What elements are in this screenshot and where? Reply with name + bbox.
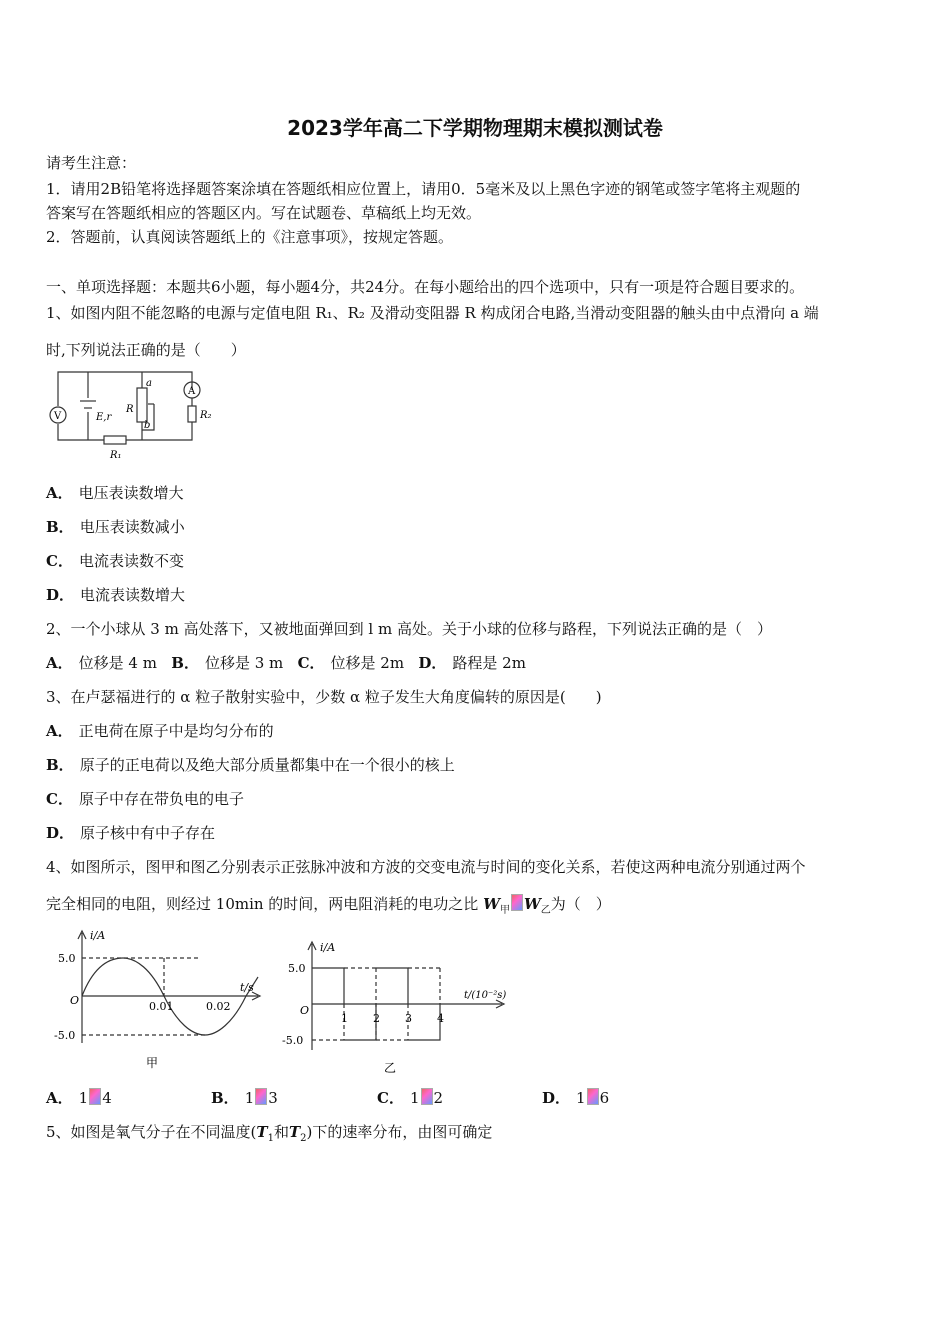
notice-heading: 请考生注意：: [46, 154, 137, 172]
broken-glyph-icon: [421, 1088, 433, 1105]
q1-option-c: [46, 551, 184, 571]
option-letter: C．: [297, 654, 325, 672]
broken-glyph-icon: [587, 1088, 599, 1105]
option-text: 路程是 2m: [452, 654, 526, 672]
q3-option-c: [46, 789, 244, 809]
q3-option-b: [46, 755, 455, 775]
option-text: 电压表读数减小: [79, 518, 185, 536]
yi-xtick-4: 4: [437, 1012, 444, 1025]
q2-options: [46, 653, 526, 673]
q4-option-d: [542, 1088, 609, 1108]
jia-ytick-top: 5.0: [58, 952, 76, 965]
q1-fig-voltmeter-label: V: [54, 411, 62, 422]
w-jia-symbol: W: [483, 895, 500, 913]
option-text: 电流表读数增大: [80, 586, 186, 604]
q4-option-a: [46, 1088, 112, 1108]
yi-origin: O: [300, 1004, 310, 1017]
yi-ylabel: i/A: [320, 941, 336, 954]
q4-figure-yi: [280, 938, 520, 1078]
option-letter: B．: [46, 518, 74, 536]
option-text: 位移是 4 m: [78, 654, 157, 672]
option-letter: B．: [171, 654, 199, 672]
yi-xtick-2: 2: [373, 1012, 380, 1025]
option-letter: A．: [46, 654, 73, 672]
option-text: 原子中存在带负电的电子: [78, 790, 244, 808]
jia-xtick-2: 0.02: [206, 1000, 231, 1013]
notice-item-1a: 1．请用2B铅笔将选择题答案涂填在答题纸相应位置上，请用0．5毫米及以上黑色字迹的钢笔或签字笔将主观题的: [46, 180, 801, 198]
w-jia-subscript: 甲: [499, 905, 510, 916]
option-text: 原子核中有中子存在: [80, 824, 216, 842]
option-letter: B．: [211, 1089, 239, 1107]
q1-fig-a-label: a: [146, 378, 152, 389]
q1-fig-r1-label: R₁: [110, 450, 122, 461]
q3-option-d: [46, 823, 215, 843]
option-letter: D．: [46, 586, 75, 604]
q1-fig-source-label: E,r: [96, 412, 112, 423]
ratio-right: 3: [268, 1089, 278, 1107]
ratio-right: 4: [102, 1089, 112, 1107]
option-letter: D．: [542, 1089, 571, 1107]
q1-fig-ammeter-label: A: [188, 386, 196, 397]
q5-and: 和: [273, 1123, 289, 1141]
option-text: 电流表读数不变: [78, 552, 184, 570]
yi-xlabel: t/(10⁻²s): [464, 990, 507, 1001]
ratio-left: 1: [409, 1089, 420, 1107]
q1-option-d: [46, 585, 185, 605]
ratio-left: 1: [576, 1089, 586, 1107]
option-text: 电压表读数增大: [78, 484, 184, 502]
option-letter: D．: [46, 824, 75, 842]
ratio-right: 6: [599, 1089, 610, 1107]
q1-stem-b: 时,下列说法正确的是（ ）: [46, 341, 246, 359]
option-letter: B．: [46, 756, 74, 774]
q5-stem-text: 5、如图是氧气分子在不同温度(: [46, 1123, 257, 1141]
q1-stem-a: 1、如图内阻不能忽略的电源与定值电阻 R₁、R₂ 及滑动变阻器 R 构成闭合电路,当滑动变阻器的触头由中点滑向 a 端: [46, 304, 819, 322]
notice-item-1b: 答案写在答题纸相应的答题区内。写在试题卷、草稿纸上均无效。: [46, 204, 482, 222]
yi-ytick-bot: -5.0: [282, 1034, 304, 1047]
option-letter: C．: [377, 1089, 404, 1107]
q4-stem-b-text: 完全相同的电阻，则经过 10min 的时间，两电阻消耗的电功之比: [46, 895, 484, 913]
option-text: 位移是 3 m: [204, 654, 284, 672]
option-text: 正电荷在原子中是均匀分布的: [78, 722, 274, 740]
t1-symbol: T: [256, 1123, 268, 1141]
q3-option-a: [46, 721, 274, 741]
t2-subscript: 2: [300, 1133, 307, 1144]
option-text: 原子的正电荷以及绝大部分质量都集中在一个很小的核上: [79, 756, 455, 774]
q1-option-a: [46, 483, 184, 503]
broken-glyph-icon: [511, 894, 523, 911]
ratio-left: 1: [244, 1089, 255, 1107]
q1-fig-rheostat-label: R: [126, 404, 134, 415]
q4-stem-b-end: 为（ ）: [550, 895, 611, 913]
jia-xtick-1: 0.01: [149, 1000, 174, 1013]
t1-subscript: 1: [267, 1133, 274, 1144]
option-letter: A．: [46, 484, 73, 502]
notice-item-2: 2．答题前，认真阅读答题纸上的《注意事项》，按规定答题。: [46, 228, 454, 246]
option-letter: A．: [46, 1089, 73, 1107]
q5-stem: [46, 1122, 492, 1149]
w-yi-subscript: 乙: [540, 905, 551, 916]
option-text: 位移是 2m: [330, 654, 405, 672]
yi-caption: 乙: [384, 1061, 397, 1075]
q4-option-c: [377, 1088, 443, 1108]
ratio-right: 2: [433, 1089, 444, 1107]
yi-ytick-top: 5.0: [288, 962, 306, 975]
q5-stem-end: )下的速率分布，由图可确定: [306, 1123, 493, 1141]
broken-glyph-icon: [89, 1088, 101, 1105]
broken-glyph-icon: [255, 1088, 267, 1105]
yi-xtick-3: 3: [405, 1012, 412, 1025]
jia-ylabel: i/A: [90, 929, 106, 942]
q1-option-b: [46, 517, 185, 537]
option-letter: A．: [46, 722, 73, 740]
q4-option-b: [211, 1088, 278, 1108]
t2-symbol: T: [288, 1123, 301, 1141]
jia-caption: 甲: [146, 1056, 159, 1070]
section-heading: 一、单项选择题：本题共6小题，每小题4分，共24分。在每小题给出的四个选项中，只有一项是符合题目要求的。: [46, 278, 805, 296]
q4-figure-jia: [50, 925, 270, 1075]
q1-circuit-diagram: [46, 368, 226, 464]
ratio-left: 1: [78, 1089, 89, 1107]
q1-fig-b-label: b: [144, 420, 151, 431]
q2-stem: 2、一个小球从 3 m 高处落下，又被地面弹回到 l m 高处。关于小球的位移与路程，下列说法正确的是（ ）: [46, 620, 772, 638]
page-title: 2023学年高二下学期物理期末模拟测试卷: [287, 116, 663, 140]
jia-ytick-bot: -5.0: [54, 1029, 76, 1042]
q4-stem-b: [46, 894, 611, 921]
option-letter: D．: [418, 654, 447, 672]
option-letter: C．: [46, 790, 73, 808]
q3-stem: 3、在卢瑟福进行的 α 粒子散射实验中，少数 α 粒子发生大角度偏转的原因是( ): [46, 688, 602, 706]
option-letter: C．: [46, 552, 73, 570]
jia-xlabel: t/s: [240, 981, 254, 994]
jia-origin: O: [70, 994, 80, 1007]
q4-stem-a: 4、如图所示，图甲和图乙分别表示正弦脉冲波和方波的交变电流与时间的变化关系，若使这两种电流分别通过两个: [46, 858, 806, 876]
q1-fig-r2-label: R₂: [200, 410, 212, 421]
w-yi-symbol: W: [523, 895, 541, 913]
yi-xtick-1: 1: [341, 1012, 348, 1025]
